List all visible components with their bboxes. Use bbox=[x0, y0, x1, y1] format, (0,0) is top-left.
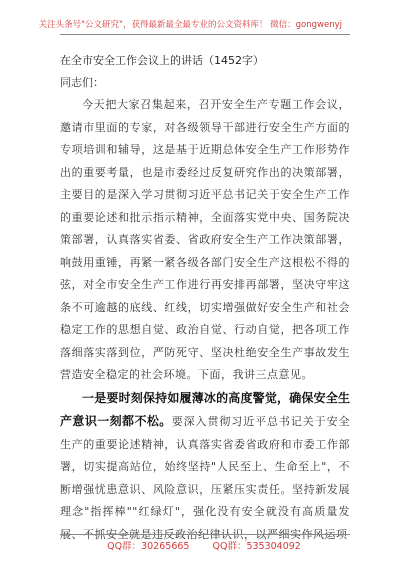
paragraph-2-lead: 一是要时刻保持如履薄冰的高度警觉，确保安全生产意识一刻都不松。 bbox=[60, 390, 350, 428]
footer-divider bbox=[60, 534, 350, 535]
document-title: 在全市安全工作会议上的讲话（1452字） bbox=[60, 54, 264, 67]
paragraph-2-body: 要深入贯彻习近平总书记关于安全生产的重要论述精神，认真落实省委省政府和市委工作部署，切实提高站位，始终坚持"人民至上、生命至上"，不断增强忧患意识、风险意识，压紧压实责任。坚持新发展理念"指挥棒""红绿灯"，强化没有安全就没有高质量发展、不抓安全就是违反政治纪律认识，以严细实作风运项 bbox=[60, 415, 350, 541]
header-divider bbox=[60, 34, 350, 35]
footer-qq-groups bbox=[0, 538, 408, 552]
qq-group-2: QQ群：535304092 bbox=[212, 541, 301, 552]
paragraph-1: 今天把大家召集起来，召开安全生产专题工作会议，邀请市里面的专家，对各级领导干部进行安全生产方面的专项培训和辅导，这是基于近期总体安全生产工作形势作出的重要考量，也是市委经过反复研究作出的决策部署，主要目的是深入学习贯彻习近平总书记关于安全生产工作的重要论述和批示指示精神，全面落实党中央、国务院决策部署，认真落实省委、省政府安全生产工作决策部署，响鼓用重锤，再紧一紧各级各部门安全生产这根松不得的弦，对全市安全生产工作进行再安排再部署，坚决守牢这条不可逾越的底线、红线，切实增强做好安全生产和社会稳定工作的思想自觉、政治自觉、行动自觉，把各项工作落细落实落到位，严防死守、坚决杜绝安全生产事故发生营造安全稳定的社会环境。下面，我讲三点意见。 bbox=[60, 98, 350, 381]
paragraph-2 bbox=[60, 387, 350, 547]
document-body bbox=[60, 52, 350, 546]
salutation: 同志们： bbox=[60, 76, 104, 89]
qq-group-1: QQ群：30265665 bbox=[107, 541, 190, 552]
header-watermark: 关注头条号"公文研究"，获得最新最全最专业的公文资料库！ 微信：gongwenyj bbox=[38, 20, 342, 30]
